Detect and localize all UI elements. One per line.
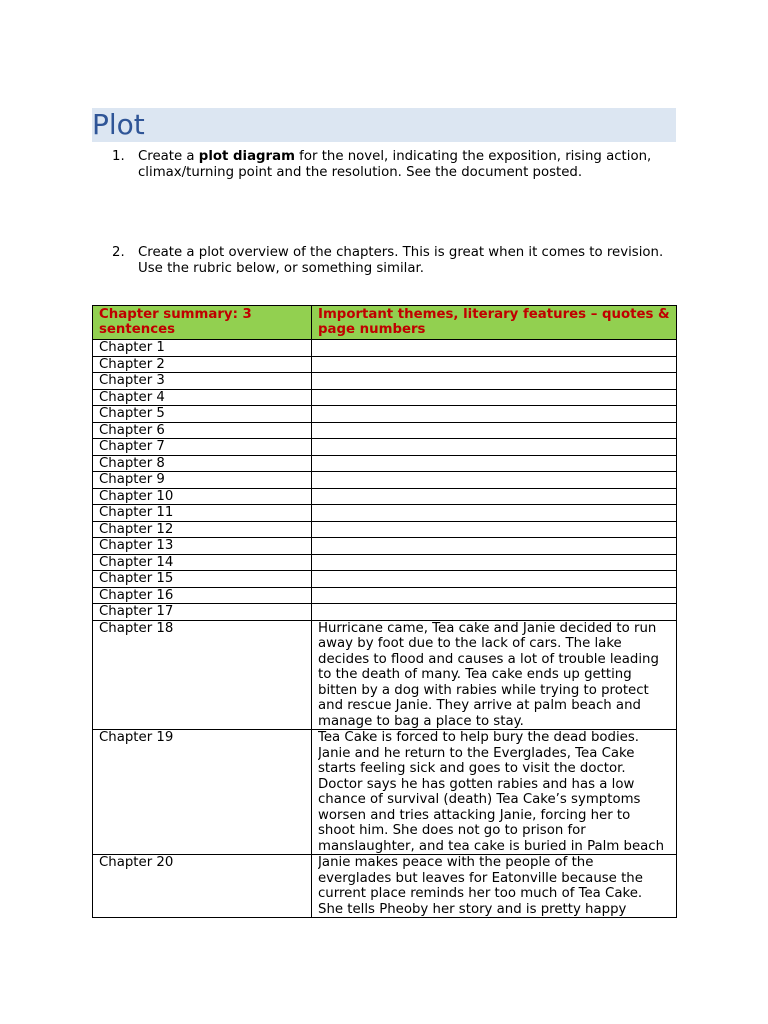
chapter-cell[interactable]: Chapter 7 <box>93 439 312 456</box>
table-row <box>93 472 677 489</box>
heading-band <box>92 108 676 142</box>
chapter-cell[interactable]: Chapter 4 <box>93 389 312 406</box>
table-row <box>93 571 677 588</box>
chapter-cell[interactable]: Chapter 10 <box>93 488 312 505</box>
notes-cell[interactable] <box>312 604 677 621</box>
table-row <box>93 373 677 390</box>
chapter-cell[interactable]: Chapter 18 <box>93 620 312 730</box>
table-row <box>93 455 677 472</box>
chapter-cell[interactable]: Chapter 13 <box>93 538 312 555</box>
table-body <box>93 340 677 918</box>
notes-cell[interactable] <box>312 406 677 423</box>
chapter-cell[interactable]: Chapter 19 <box>93 730 312 855</box>
instruction-text <box>138 149 672 181</box>
notes-cell[interactable] <box>312 554 677 571</box>
table-row <box>93 521 677 538</box>
table-row <box>93 422 677 439</box>
table-header-row <box>93 306 677 340</box>
chapter-cell[interactable]: Chapter 5 <box>93 406 312 423</box>
notes-cell[interactable] <box>312 521 677 538</box>
notes-cell[interactable] <box>312 587 677 604</box>
table-row <box>93 488 677 505</box>
chapter-summary-table <box>92 305 677 918</box>
instruction-text-part: for the novel, indicating the exposition, rising action, climax/turning point and the resolution. See the document posted. <box>138 149 652 180</box>
chapter-cell[interactable]: Chapter 17 <box>93 604 312 621</box>
notes-text: Hurricane came, Tea cake and Janie decided to run away by foot due to the lack of cars. The lake decides to flood and causes a lot of trouble leading to the death of many. Tea cake ends up getting bitten by a dog with rabies while trying to protect and rescue Janie. They arrive at palm beach and manage to bag a place to stay. <box>318 620 659 729</box>
instruction-2 <box>112 245 672 277</box>
notes-cell[interactable] <box>312 620 677 730</box>
page-title: Plot <box>92 108 145 141</box>
notes-cell[interactable] <box>312 571 677 588</box>
table-row <box>93 439 677 456</box>
notes-text: Janie makes peace with the people of the everglades but leaves for Eatonville because the current place reminds her too much of Tea Cake. She tells Pheoby her story and is pretty happy <box>318 855 643 917</box>
notes-cell[interactable] <box>312 373 677 390</box>
table-row <box>93 604 677 621</box>
notes-cell[interactable] <box>312 855 677 918</box>
chapter-cell[interactable]: Chapter 8 <box>93 455 312 472</box>
chapter-cell[interactable]: Chapter 6 <box>93 422 312 439</box>
chapter-cell[interactable]: Chapter 12 <box>93 521 312 538</box>
chapter-cell[interactable]: Chapter 14 <box>93 554 312 571</box>
table-row <box>93 554 677 571</box>
table-row <box>93 505 677 522</box>
instruction-bold-term: plot diagram <box>198 149 295 164</box>
notes-cell[interactable] <box>312 389 677 406</box>
table-row <box>93 538 677 555</box>
header-chapter-summary: Chapter summary: 3 sentences <box>93 306 312 340</box>
chapter-cell[interactable]: Chapter 1 <box>93 340 312 357</box>
notes-cell[interactable] <box>312 455 677 472</box>
instruction-text-part: Create a <box>138 149 199 164</box>
table-row <box>93 406 677 423</box>
notes-text: Tea Cake is forced to help bury the dead bodies. Janie and he return to the Everglades, Tea Cake starts feeling sick and goes to visit the doctor. Doctor says he has gotten rabies and has a low chance of survival (death) Tea Cake’s symptoms worsen and tries attacking Janie, forcing her to shoot him. She does not go to prison for manslaughter, and tea cake is buried in Palm beach <box>318 730 665 854</box>
notes-cell[interactable] <box>312 538 677 555</box>
notes-cell[interactable] <box>312 505 677 522</box>
notes-cell[interactable] <box>312 356 677 373</box>
instruction-number: 1. <box>112 149 125 164</box>
notes-cell[interactable] <box>312 730 677 855</box>
chapter-cell[interactable]: Chapter 16 <box>93 587 312 604</box>
table-row <box>93 356 677 373</box>
table-row <box>93 340 677 357</box>
chapter-cell[interactable]: Chapter 20 <box>93 855 312 918</box>
header-themes-quotes: Important themes, literary features – quotes & page numbers <box>312 306 677 340</box>
chapter-cell[interactable]: Chapter 9 <box>93 472 312 489</box>
instruction-number: 2. <box>112 245 125 260</box>
chapter-cell[interactable]: Chapter 3 <box>93 373 312 390</box>
table-row <box>93 730 677 855</box>
table-row <box>93 587 677 604</box>
chapter-cell[interactable]: Chapter 2 <box>93 356 312 373</box>
table-row <box>93 620 677 730</box>
notes-cell[interactable] <box>312 340 677 357</box>
instruction-1 <box>112 149 672 181</box>
table-row <box>93 855 677 918</box>
chapter-cell[interactable]: Chapter 11 <box>93 505 312 522</box>
notes-cell[interactable] <box>312 439 677 456</box>
instruction-text: Create a plot overview of the chapters. This is great when it comes to revision. Use the rubric below, or something similar. <box>138 245 664 276</box>
table-row <box>93 389 677 406</box>
notes-cell[interactable] <box>312 422 677 439</box>
chapter-cell[interactable]: Chapter 15 <box>93 571 312 588</box>
notes-cell[interactable] <box>312 472 677 489</box>
notes-cell[interactable] <box>312 488 677 505</box>
